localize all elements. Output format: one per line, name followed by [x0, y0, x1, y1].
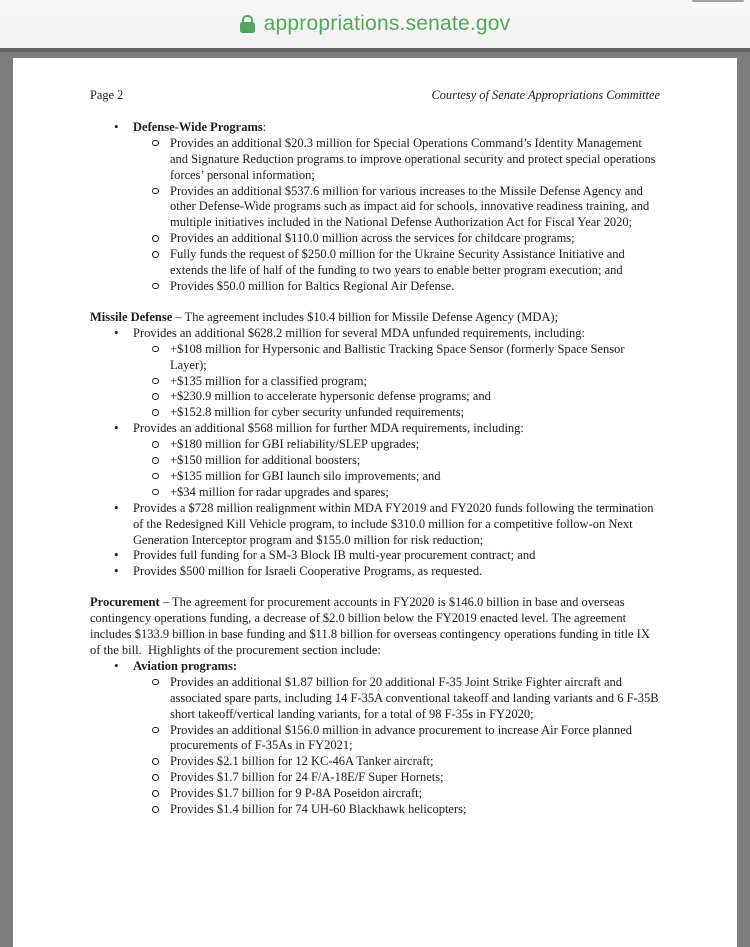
circle-bullet-icon [152, 283, 159, 290]
list-item-text: Provides an additional $1.87 billion for 20 additional F-35 Joint Strike Fighter aircraft and associated spare parts, including 14 F-35A conventional takeoff and landing variants and 6 F-35B short takeoff/vertical landing variants, for a total of 98 F-35s in FY2020; [170, 674, 659, 721]
circle-bullet-icon [152, 489, 159, 496]
list-item [90, 770, 660, 786]
list-item-text: Provides an additional $156.0 million in advance procurement to increase Air Force planned procurements of F-35As in FY2021; [170, 722, 633, 753]
list-item [90, 342, 660, 374]
list-item [90, 548, 660, 564]
list-item [90, 184, 660, 232]
section-lead-text: – The agreement includes $10.4 billion for Missile Defense Agency (MDA); [172, 309, 559, 324]
list-item [90, 469, 660, 485]
circle-bullet-icon [152, 393, 159, 400]
circle-bullet-icon [152, 235, 159, 242]
list-item-text: +$34 million for radar upgrades and spares; [170, 484, 389, 499]
bullet-icon: • [114, 420, 119, 436]
list-item-text: Provides a $728 million realignment within MDA FY2019 and FY2020 funds following the termination of the Redesigned Kill Vehicle program, to include $310.0 million for a competitive follow-on Next Generation Interceptor program and $155.0 million for risk reduction; [133, 500, 654, 547]
list-item [90, 389, 660, 405]
list-item-text: +$230.9 million to accelerate hypersonic defense programs; and [170, 389, 491, 404]
circle-bullet-icon [152, 774, 159, 781]
document-header [90, 88, 660, 104]
list-item-text: +$135 million for a classified program; [170, 373, 367, 388]
pdf-page[interactable] [13, 58, 737, 947]
list-item-text: Provides $1.7 billion for 9 P-8A Poseidon aircraft; [170, 786, 423, 801]
list-item-bold-label: Aviation programs: [133, 658, 238, 673]
list-item-text: : [262, 119, 267, 134]
bullet-icon: • [114, 499, 119, 515]
list-item-text: Provides full funding for a SM-3 Block IB multi-year procurement contract; and [133, 548, 536, 563]
list-item [90, 675, 660, 723]
list-item [90, 501, 660, 549]
bullet-icon: • [114, 118, 119, 134]
list-item [90, 754, 660, 770]
section-lead-text: – The agreement for procurement accounts in FY2020 is $146.0 billion in base and overseas contingency operations funding, a decrease of $2.0 billion below the FY2019 enacted level. The agreement includes $133.9 billion in base funding and $11.8 billion for overseas contingency operations funding in title IX of the bill. Highlights of the procurement section include: [90, 595, 650, 657]
list-item [90, 786, 660, 802]
circle-bullet-icon [152, 758, 159, 765]
list-item-text: Provides $50.0 million for Baltics Regional Air Defense. [170, 278, 455, 293]
bullet-icon: • [114, 324, 119, 340]
list-item [90, 453, 660, 469]
list-item [90, 659, 660, 675]
list-item-text: +$180 million for GBI reliability/SLEP upgrades; [170, 437, 420, 452]
list-item-text: Provides $2.1 billion for 12 KC-46A Tanker aircraft; [170, 754, 434, 769]
circle-bullet-icon [152, 140, 159, 147]
list-item [90, 802, 660, 818]
page-number: Page 2 [90, 88, 124, 102]
section-title: Procurement [90, 595, 160, 610]
list-item-text: Provides an additional $20.3 million for Special Operations Command’s Identity Management and Signature Reduction programs to improve operational security and protect special operations forces’ personal information; [170, 135, 656, 182]
circle-bullet-icon [152, 188, 159, 195]
section-lead-paragraph [90, 595, 660, 659]
list-item [90, 374, 660, 390]
list-item-text: Provides an additional $537.6 million for various increases to the Missile Defense Agency and other Defense-Wide programs such as impact aid for schools, innovative readiness training, and multiple initiatives included in the National Defense Authorization Act for Fiscal Year 2020; [170, 183, 650, 230]
list-item [90, 231, 660, 247]
lock-icon [240, 22, 255, 33]
list-item [90, 421, 660, 437]
section-title: Missile Defense [90, 309, 173, 324]
list-item [90, 120, 660, 136]
list-item [90, 485, 660, 501]
list-item [90, 564, 660, 580]
circle-bullet-icon [152, 346, 159, 353]
list-item-text: Provides $1.7 billion for 24 F/A-18E/F Super Hornets; [170, 770, 444, 785]
list-item [90, 326, 660, 342]
list-item-text: +$150 million for additional boosters; [170, 453, 361, 468]
circle-bullet-icon [152, 251, 159, 258]
tab-edge-artifact [692, 0, 744, 2]
document-sections [90, 120, 660, 818]
list-item [90, 247, 660, 279]
circle-bullet-icon [152, 727, 159, 734]
list-item-text: Fully funds the request of $250.0 million for the Ukraine Security Assistance Initiative and extends the life of half of the funding to two years to enable better program execution; and [170, 247, 625, 278]
circle-bullet-icon [152, 679, 159, 686]
bullet-icon: • [114, 547, 119, 563]
url-text: appropriations.senate.gov [263, 12, 511, 35]
list-item [90, 405, 660, 421]
list-item [90, 136, 660, 184]
circle-bullet-icon [152, 441, 159, 448]
circle-bullet-icon [152, 409, 159, 416]
circle-bullet-icon [152, 790, 159, 797]
list-item-text: Provides $500 million for Israeli Cooperative Programs, as requested. [133, 564, 483, 579]
bullet-icon: • [114, 657, 119, 673]
list-item [90, 437, 660, 453]
bullet-icon: • [114, 563, 119, 579]
list-item-text: +$152.8 million for cyber security unfunded requirements; [170, 405, 465, 420]
circle-bullet-icon [152, 473, 159, 480]
list-item-bold-label: Defense-Wide Programs [133, 119, 263, 134]
courtesy-line: Courtesy of Senate Appropriations Committee [431, 88, 660, 102]
document-content [90, 88, 660, 818]
list-item [90, 723, 660, 755]
list-item-text: Provides an additional $568 million for further MDA requirements, including: [133, 421, 524, 436]
list-item-text: +$135 million for GBI launch silo improvements; and [170, 468, 441, 483]
section-lead-paragraph [90, 310, 660, 326]
circle-bullet-icon [152, 806, 159, 813]
list-item-text: Provides an additional $628.2 million for several MDA unfunded requirements, including: [133, 325, 586, 340]
url-bar[interactable] [0, 0, 750, 52]
list-item-text: +$108 million for Hypersonic and Ballistic Tracking Space Sensor (formerly Space Sensor Layer); [170, 341, 625, 372]
circle-bullet-icon [152, 378, 159, 385]
list-item [90, 279, 660, 295]
circle-bullet-icon [152, 457, 159, 464]
list-item-text: Provides an additional $110.0 million across the services for childcare programs; [170, 231, 575, 246]
list-item-text: Provides $1.4 billion for 74 UH-60 Blackhawk helicopters; [170, 802, 467, 817]
